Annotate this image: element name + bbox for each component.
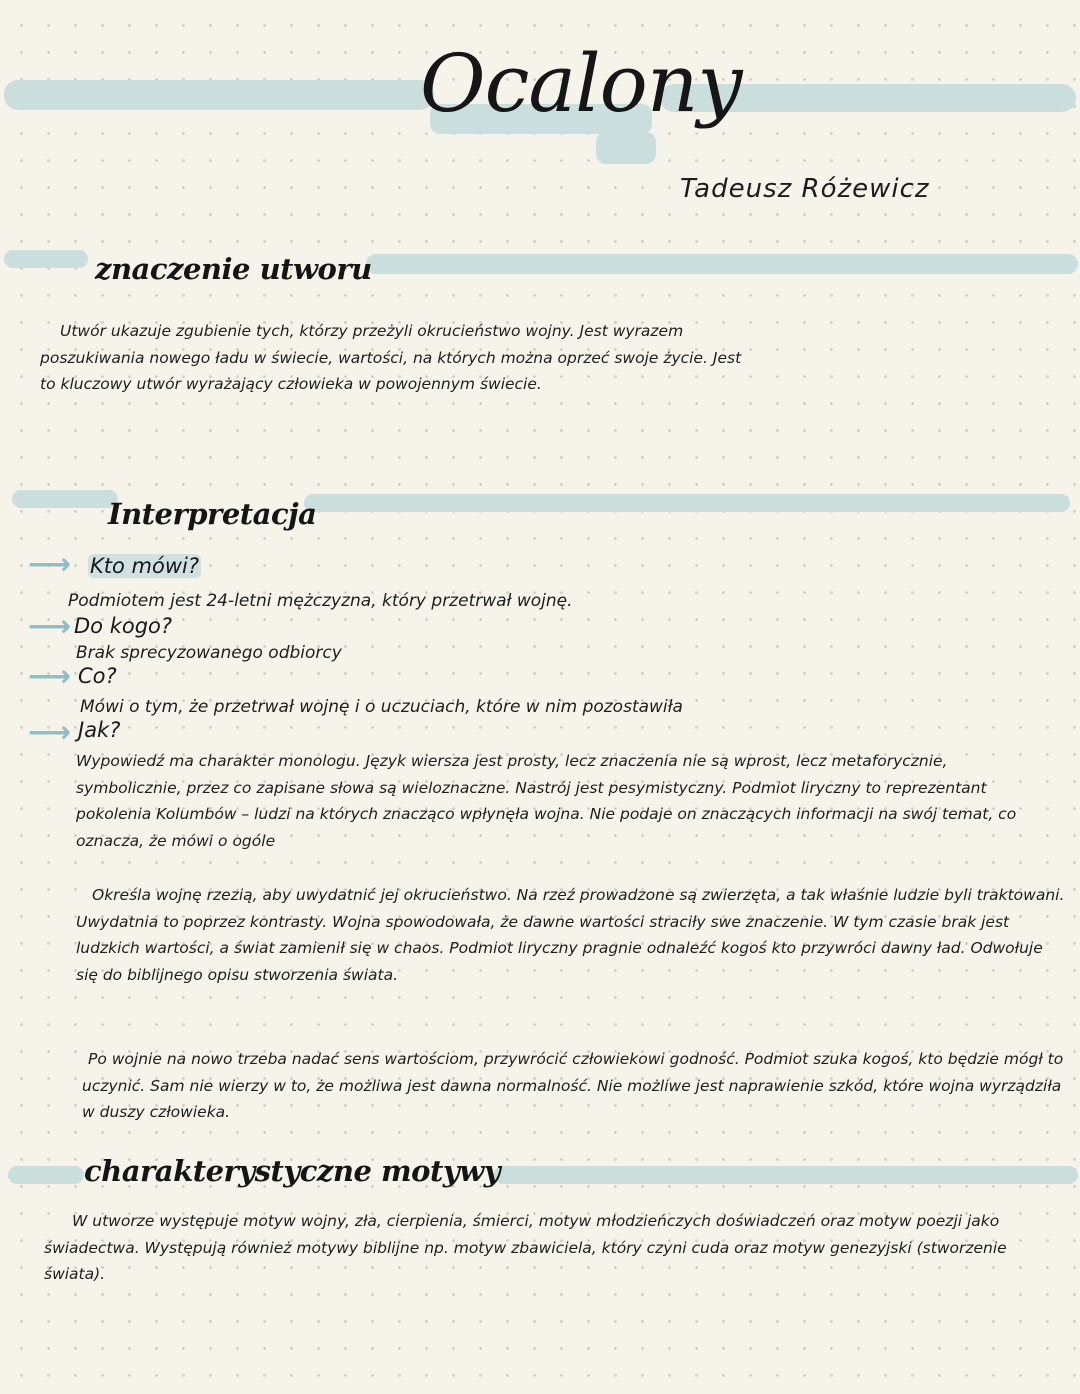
section-heading-motywy: charakterystyczne motywy xyxy=(84,1154,501,1188)
section-bar-left xyxy=(8,1166,84,1184)
author-name: Tadeusz Różewicz xyxy=(680,174,930,204)
question-co: Co? xyxy=(78,664,117,688)
interpretacja-paragraph-1: Określa wojnę rzezią, aby uwydatnić jej okrucieństwo. Na rzeź prowadzone są zwierzęta, a tak właśnie ludzie byli traktowani. Uwydatnia to poprzez kontrasty. Wojna spowodowała, że dawne wartości straciły swe znaczenie. W tym czasie brak jest ludzkich wartości, a świat zamienił się w chaos. Podmiot liryczny pragnie odnaleźć kogoś kto przywróci dawny ład. Odwołuje się do biblijnego opisu stworzenia świata. xyxy=(76,886,1065,984)
answer-do-kogo: Brak sprecyzowanego odbiorcy xyxy=(76,643,342,663)
motywy-text: W utworze występuje motyw wojny, zła, cierpienia, śmierci, motyw młodzieńczych doświadczeń oraz motyw poezji jako świadectwa. Występują również motywy biblijne np. motyw zbawiciela, który czyni cuda oraz motyw genezyjski (stworzenie świata). xyxy=(44,1212,1007,1283)
section-heading-interpretacja: Interpretacja xyxy=(108,497,317,531)
znaczenie-text: Utwór ukazuje zgubienie tych, którzy przeżyli okrucieństwo wojny. Jest wyrazem poszukiwania nowego ładu w świecie, wartości, na których można oprzeć swoje życie. Jest to kluczowy utwór wyrażający człowieka w powojennym świecie. xyxy=(40,322,742,393)
answer-co: Mówi o tym, że przetrwał wojnę i o uczuciach, które w nim pozostawiła xyxy=(80,697,683,717)
section-bar-right xyxy=(366,254,1078,274)
arrow-icon: ⟶ xyxy=(28,547,72,582)
section-bar-right xyxy=(304,494,1070,512)
title-bar-left xyxy=(4,80,434,110)
arrow-icon: ⟶ xyxy=(28,659,72,694)
question-do-kogo: Do kogo? xyxy=(74,614,173,638)
section-bar-left xyxy=(4,250,88,268)
interpretacja-paragraph-2: Po wojnie na nowo trzeba nadać sens wartościom, przywrócić człowiekowi godność. Podmiot szuka kogoś, kto będzie mógł to uczynić. Sam nie wierzy w to, że możliwa jest dawna normalność. Nie możliwe jest naprawienie szkód, które wojna wyrządziła w duszy człowieka. xyxy=(82,1050,1064,1121)
question-kto-mowi: Kto mówi? xyxy=(90,554,199,578)
arrow-icon: ⟶ xyxy=(28,715,72,750)
section-bar-left xyxy=(12,490,118,508)
arrow-icon: ⟶ xyxy=(28,609,72,644)
section-bar-right xyxy=(494,1166,1078,1184)
answer-jak: Wypowiedź ma charakter monologu. Język wiersza jest prosty, lecz znaczenia nie są wprost, lecz metaforycznie, symbolicznie, przez co zapisane słowa są wieloznaczne. Nastrój jest pesymistyczny. Podmiot liryczny to reprezentant pokolenia Kolumbów – ludzi na których znacząco wpłynęła wojna. Nie podaje on znaczących informacji na swój temat, co oznacza, że mówi o ogóle xyxy=(76,752,1017,850)
section-heading-znaczenie: znaczenie utworu xyxy=(95,252,372,286)
title-highlight-tail xyxy=(596,132,656,164)
answer-kto-mowi: Podmiotem jest 24-letni mężczyzna, który przetrwał wojnę. xyxy=(68,591,573,611)
question-jak: Jak? xyxy=(78,718,121,742)
page-title: Ocalony xyxy=(420,37,742,130)
